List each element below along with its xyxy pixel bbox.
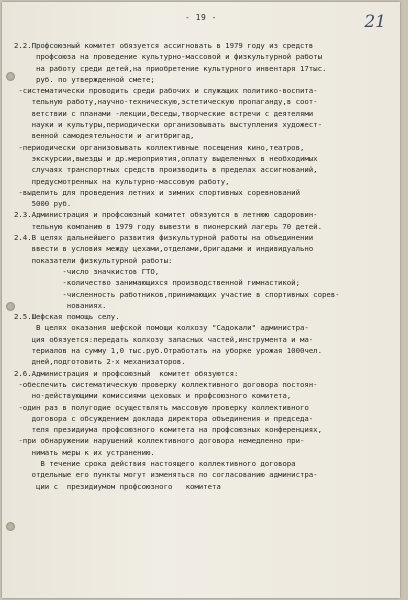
text-line: предусмотренных на культурно-массовую работу, — [14, 176, 230, 186]
text-line: науки и культуры,периодически организовывать выступления художест- — [14, 120, 322, 130]
text-line: дней,подготовить 2-х механизаторов. — [14, 357, 186, 367]
text-line: 2.5.Шефская помощь селу. — [14, 312, 120, 322]
text-line: нимать меры к их устранению. — [14, 447, 155, 457]
text-line: случаях транспортных средств производить в пределах ассигнований, — [14, 165, 318, 175]
text-line: экскурсии,выезды и др.мероприятия,оплату выделенных в необходимых — [14, 153, 318, 163]
text-line: В течение срока действия настоящего коллективного договора — [14, 458, 296, 468]
text-line: териалов на сумму 1,0 тыс.руб.Отработать на уборке урожая 1000чел. — [14, 346, 322, 356]
archive-sheet-number: 21 — [364, 12, 386, 32]
text-line: -систематически проводить среди рабочих и служащих политико-воспита- — [14, 86, 318, 96]
text-line: венной самодеятельности и агитбригад, — [14, 131, 195, 141]
text-line: тельную работу,научно-техническую,эстетическую пропаганду,в соот- — [14, 97, 318, 107]
text-line: нованиях. — [14, 300, 107, 310]
text-line: ввести в условия между цехами,отделами,бригадами и индивидуально — [14, 244, 314, 254]
document-body — [14, 40, 396, 492]
text-line: ции с президиумом профсоюзного комитета — [14, 481, 221, 491]
text-line: договора с обсуждением доклада директора объединения и председа- — [14, 413, 314, 423]
document-page — [2, 2, 400, 598]
text-line: -при обнаружении нарушений коллективного договора немедленно при- — [14, 436, 305, 446]
text-line: показатели физкультурной работы: — [14, 255, 173, 265]
text-line: но-действующими комиссиями цеховых и профсоюзного комитета, — [14, 391, 292, 401]
text-line: на работу среди детей,на приобретение культурного инвентаря 17тыс. — [14, 63, 327, 73]
text-line: 2.3.Администрация и профсоюзный комитет обязуются в летнюю садоровин- — [14, 210, 318, 220]
text-line: 2.2.Профсоюзный комитет обязуется ассигновать в 1979 году из средств — [14, 41, 314, 50]
text-line: 2.6.Администрация и профсоюзный комитет обязуются: — [14, 368, 239, 378]
text-line: ция обязуется:передать колхозу запасных частей,инструмента и ма- — [14, 334, 314, 344]
text-line: -выделить для проведения летних и зимних спортивных соревнований — [14, 187, 300, 197]
text-line: отдельные его пункты могут изменяться по согласованию администра- — [14, 470, 318, 480]
text-line: 2.4.В целях дальнейшего развития физкультурной работы на объединении — [14, 233, 314, 243]
text-line: -число значкистов ГТО, — [14, 266, 160, 276]
text-line: -численность работников,принимающих участие в спортивных сорев- — [14, 289, 340, 299]
text-line: -периодически организовывать коллективные посещения кино,театров, — [14, 142, 305, 152]
text-line: тельную компанию в 1979 году вывезти в пионерский лагерь 70 детей. — [14, 221, 322, 231]
text-line: профсоюза на проведение культурно-массовой и физкультурной работы — [14, 52, 322, 62]
text-line: -количество занимающихся производственной гимнастикой; — [14, 278, 300, 288]
binder-hole — [6, 522, 15, 531]
text-line: -один раз в полугодие осуществлять массовую проверку коллективного — [14, 402, 309, 412]
text-line: В целях оказания шефской помощи колхозу "Садокали" администра- — [14, 323, 309, 333]
text-line: 5000 руб. — [14, 199, 72, 209]
text-line: ветствии с планами -лекции,беседы,творческие встречи с деятелями — [14, 108, 314, 118]
page-number: - 19 - — [185, 13, 217, 22]
text-line: теля президиума профсоюзного комитета на профсоюзных конференциях, — [14, 425, 322, 435]
text-line: руб. по утвержденной смете; — [14, 74, 155, 84]
text-line: -обеспечить систематическую проверку коллективного договора постоян- — [14, 379, 318, 389]
